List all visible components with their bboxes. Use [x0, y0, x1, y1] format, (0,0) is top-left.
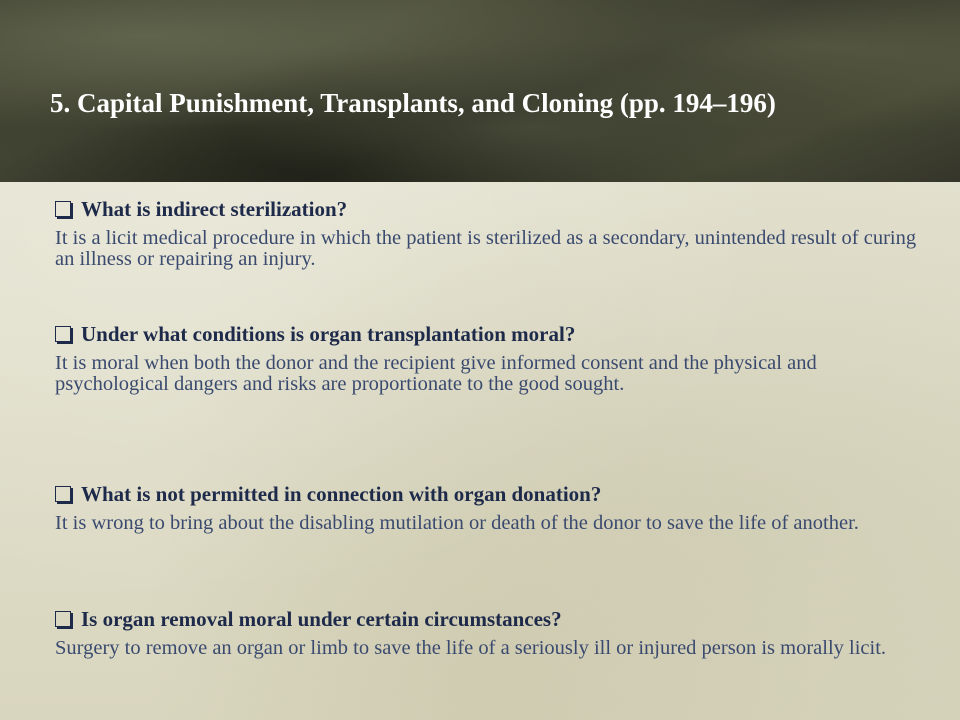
question — [55, 481, 859, 507]
qa-item-organ-donation — [55, 481, 859, 534]
answer-text: It is a licit medical procedure in which the patient is sterilized as a secondary, unintended result of curing an illness or repairing an injury. — [55, 227, 917, 270]
qa-item-organ-removal — [55, 606, 886, 659]
slide-title: 5. Capital Punishment, Transplants, and Cloning (pp. 194–196) — [50, 88, 776, 118]
qa-item-indirect-sterilization — [55, 196, 935, 270]
checkbox-bullet-icon — [55, 201, 71, 217]
question — [55, 321, 935, 347]
question — [55, 196, 935, 222]
question — [55, 606, 886, 632]
checkbox-bullet-icon — [55, 486, 71, 502]
answer-text: Surgery to remove an organ or limb to save the life of a seriously ill or injured person is morally licit. — [55, 637, 887, 659]
question-text: Under what conditions is organ transplantation moral? — [81, 322, 576, 346]
question-text: What is indirect sterilization? — [81, 197, 348, 221]
answer-text: It is wrong to bring about the disabling mutilation or death of the donor to save the life of another. — [55, 512, 859, 534]
header-band — [0, 0, 960, 182]
checkbox-bullet-icon — [55, 326, 71, 342]
qa-item-organ-transplantation — [55, 321, 935, 395]
checkbox-bullet-icon — [55, 611, 71, 627]
answer-text: It is moral when both the donor and the recipient give informed consent and the physical and psychological dangers and risks are proportionate to the good sought. — [55, 352, 817, 395]
question-text: What is not permitted in connection with organ donation? — [81, 482, 602, 506]
question-text: Is organ removal moral under certain circumstances? — [81, 607, 562, 631]
